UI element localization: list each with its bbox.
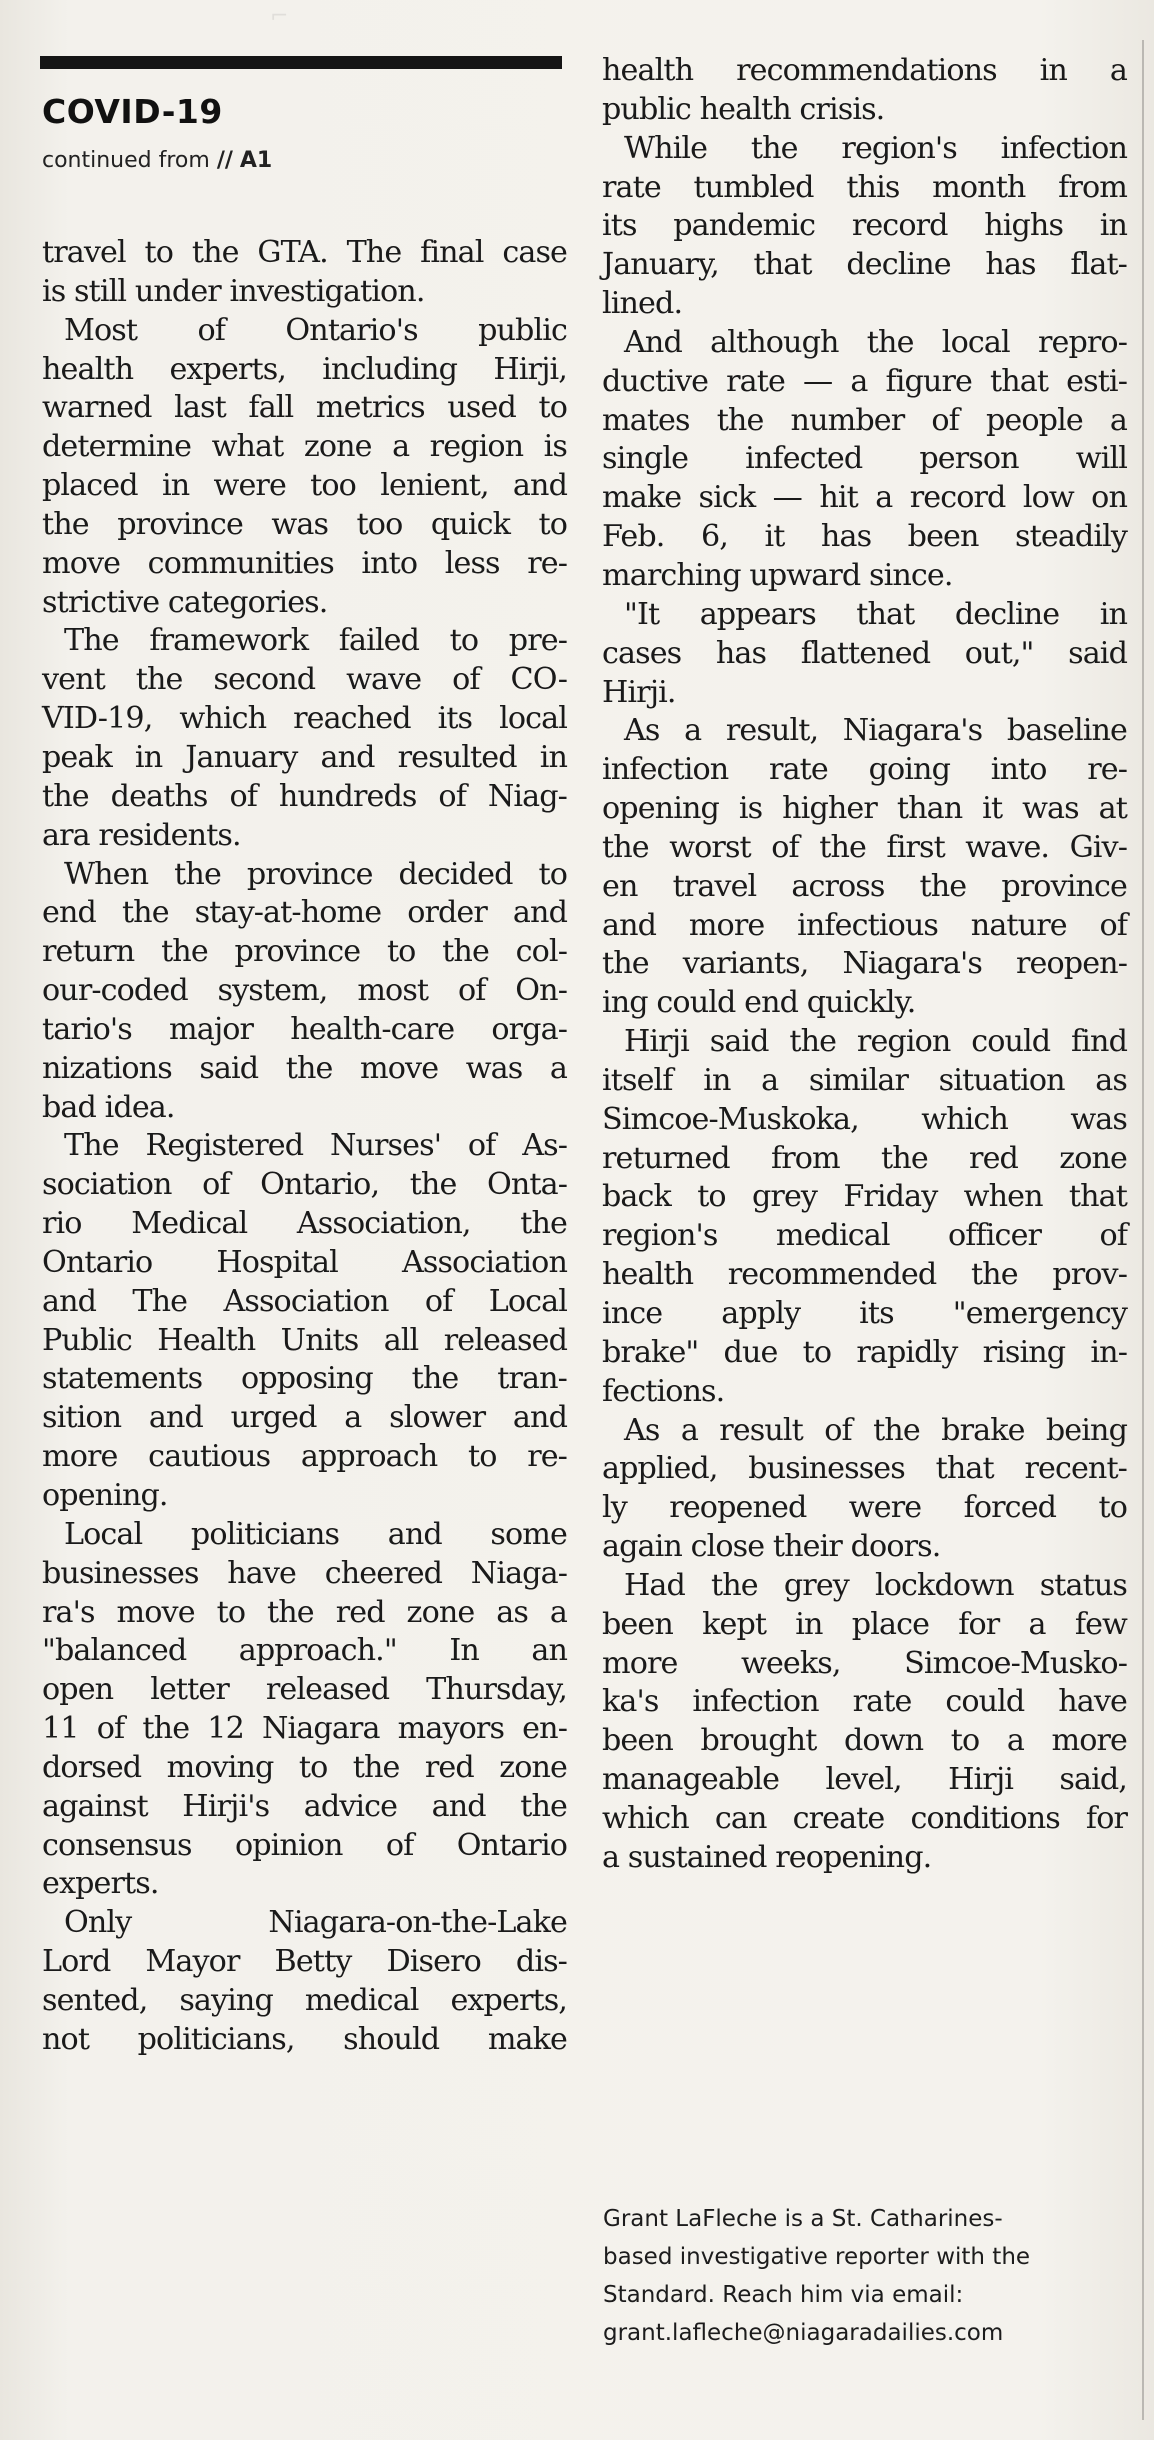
article-paragraph — [602, 130, 1127, 324]
text-line: ductive rate — a figure that esti- — [602, 363, 1127, 399]
text-line: more weeks, Simcoe-Musko- — [602, 1645, 1127, 1681]
text-line: region's medical officer of — [602, 1218, 1127, 1254]
text-line: public health crisis. — [602, 91, 885, 127]
text-line: the deaths of hundreds of Niag- — [42, 778, 567, 814]
text-line: back to grey Friday when that — [602, 1179, 1127, 1215]
article-paragraph — [602, 324, 1127, 596]
text-line: Local politicians and some — [64, 1516, 567, 1552]
text-line: returned from the red zone — [602, 1140, 1127, 1176]
text-line: vent the second wave of CO- — [42, 662, 567, 698]
text-line: opening is higher than it was at — [602, 791, 1127, 827]
author-bio — [603, 2200, 1131, 2352]
text-line: As a result, Niagara's baseline — [624, 713, 1127, 749]
text-line: the province was too quick to — [42, 506, 567, 542]
text-line: Only Niagara-on-the-Lake — [64, 1905, 567, 1941]
text-line: more cautious approach to re- — [42, 1439, 567, 1475]
text-line: sition and urged a slower and — [42, 1400, 567, 1436]
article-paragraph — [602, 712, 1127, 1023]
article-paragraph — [602, 52, 1127, 130]
bio-email: grant.lafleche@niagaradailies.com — [603, 2320, 1004, 2346]
text-line: "It appears that decline in — [624, 596, 1127, 632]
article-paragraph — [602, 1023, 1127, 1411]
text-line: ing could end quickly. — [602, 985, 916, 1021]
text-line: Lord Mayor Betty Disero dis- — [42, 1944, 567, 1980]
text-line: consensus opinion of Ontario — [42, 1827, 567, 1863]
text-line: travel to the GTA. The final case — [42, 235, 567, 270]
text-line: end the stay-at-home order and — [42, 895, 567, 931]
text-line: determine what zone a region is — [42, 429, 567, 465]
text-line: tario's major health-care orga- — [42, 1011, 567, 1047]
text-line: against Hirji's advice and the — [42, 1788, 567, 1824]
text-line: nizations said the move was a — [42, 1050, 567, 1086]
bio-line: based investigative reporter with the — [603, 2244, 1031, 2270]
article-paragraph — [42, 1904, 567, 2059]
text-line: Hirji said the region could find — [624, 1024, 1127, 1060]
text-line: itself in a similar situation as — [602, 1062, 1127, 1098]
text-line: and The Association of Local — [42, 1283, 567, 1319]
article-paragraph — [602, 596, 1127, 713]
article-paragraph — [42, 622, 567, 855]
text-line: Simcoe-Muskoka, which was — [602, 1101, 1127, 1137]
text-line: warned last fall metrics used to — [42, 390, 567, 426]
page-edge-rule — [1142, 40, 1144, 2420]
text-line: Public Health Units all released — [42, 1322, 567, 1358]
text-line: been kept in place for a few — [602, 1606, 1127, 1642]
text-line: strictive categories. — [42, 584, 328, 620]
text-line: Most of Ontario's public — [64, 312, 567, 348]
text-line: our-coded system, most of On- — [42, 973, 567, 1009]
text-line: rate tumbled this month from — [602, 169, 1127, 205]
text-line: ra's move to the red zone as a — [42, 1594, 567, 1630]
text-line: ly reopened were forced to — [602, 1490, 1127, 1526]
text-line: its pandemic record highs in — [602, 208, 1127, 244]
text-line: rio Medical Association, the — [42, 1206, 567, 1242]
text-line: the variants, Niagara's reopen- — [602, 946, 1127, 982]
text-line: Feb. 6, it has been steadily — [602, 519, 1127, 555]
text-line: The Registered Nurses' of As- — [64, 1128, 567, 1164]
text-line: Had the grey lockdown status — [624, 1567, 1127, 1603]
text-line: move communities into less re- — [42, 545, 567, 581]
text-line: sociation of Ontario, the Onta- — [42, 1167, 567, 1203]
text-line: been brought down to a more — [602, 1723, 1127, 1759]
text-line: dorsed moving to the red zone — [42, 1749, 567, 1785]
text-line: en travel across the province — [602, 868, 1127, 904]
text-line: brake" due to rapidly rising in- — [602, 1334, 1127, 1370]
text-line: cases has flattened out," said — [602, 635, 1127, 671]
text-line: health experts, including Hirji, — [42, 351, 567, 387]
text-line: sented, saying medical experts, — [42, 1982, 567, 2018]
text-line: While the region's infection — [624, 130, 1127, 166]
article-paragraph — [602, 1567, 1127, 1878]
text-line: The framework failed to pre- — [64, 623, 567, 659]
text-line: When the province decided to — [64, 856, 567, 892]
text-line: which can create conditions for — [602, 1800, 1127, 1836]
text-line: not politicians, should make — [42, 2021, 567, 2057]
section-rule — [40, 56, 562, 69]
jump-page: A1 — [239, 148, 273, 173]
bio-line: Grant LaFleche is a St. Catharines- — [603, 2206, 1003, 2232]
text-line: marching upward since. — [602, 557, 953, 593]
text-line: is still under investigation. — [42, 273, 425, 309]
text-line: the worst of the first wave. Giv- — [602, 829, 1127, 865]
jump-slashes: // — [216, 148, 233, 173]
article-paragraph — [42, 312, 567, 623]
text-line: lined. — [602, 286, 683, 322]
text-line: mates the number of people a — [602, 402, 1127, 438]
text-line: peak in January and resulted in — [42, 739, 567, 775]
text-line: 11 of the 12 Niagara mayors en- — [42, 1711, 567, 1747]
text-line: ka's infection rate could have — [602, 1684, 1127, 1720]
text-line: and more infectious nature of — [602, 907, 1127, 943]
article-kicker: COVID-19 — [42, 92, 223, 131]
text-line: applied, businesses that recent- — [602, 1451, 1127, 1487]
text-line: again close their doors. — [602, 1529, 941, 1565]
jump-prefix: continued from — [42, 148, 210, 173]
text-line: "balanced approach." In an — [42, 1633, 567, 1669]
text-line: And although the local repro- — [624, 324, 1127, 360]
text-line: businesses have cheered Niaga- — [42, 1555, 567, 1591]
text-line: opening. — [42, 1478, 168, 1513]
text-line: experts. — [42, 1866, 159, 1902]
article-column-left — [42, 234, 567, 2060]
text-line: VID-19, which reached its local — [42, 701, 567, 737]
jump-line — [42, 148, 272, 173]
article-paragraph — [42, 1127, 567, 1515]
text-line: January, that decline has flat- — [602, 247, 1127, 283]
text-line: single infected person will — [602, 441, 1127, 477]
text-line: ara residents. — [42, 817, 241, 853]
text-line: open letter released Thursday, — [42, 1672, 567, 1708]
text-line: fections. — [602, 1373, 725, 1409]
text-line: bad idea. — [42, 1089, 175, 1125]
article-paragraph — [42, 1516, 567, 1904]
article-column-right — [602, 52, 1127, 1878]
text-line: Hirji. — [602, 674, 676, 710]
text-line: statements opposing the tran- — [42, 1361, 567, 1397]
article-paragraph — [42, 856, 567, 1128]
text-line: manageable level, Hirji said, — [602, 1762, 1127, 1798]
text-line: Ontario Hospital Association — [42, 1244, 567, 1280]
text-line: return the province to the col- — [42, 934, 567, 970]
bio-line: Standard. Reach him via email: — [603, 2282, 964, 2308]
text-line: ince apply its "emergency — [602, 1296, 1127, 1331]
article-paragraph — [602, 1412, 1127, 1567]
text-line: health recommended the prov- — [602, 1257, 1127, 1293]
article-paragraph — [42, 234, 567, 312]
bleed-through-mark: ⌐ — [270, 4, 289, 29]
text-line: As a result of the brake being — [624, 1412, 1127, 1448]
text-line: placed in were too lenient, and — [42, 468, 567, 504]
text-line: health recommendations in a — [602, 53, 1127, 88]
text-line: make sick — hit a record low on — [602, 480, 1127, 516]
text-line: a sustained reopening. — [602, 1839, 932, 1875]
text-line: infection rate going into re- — [602, 752, 1127, 788]
